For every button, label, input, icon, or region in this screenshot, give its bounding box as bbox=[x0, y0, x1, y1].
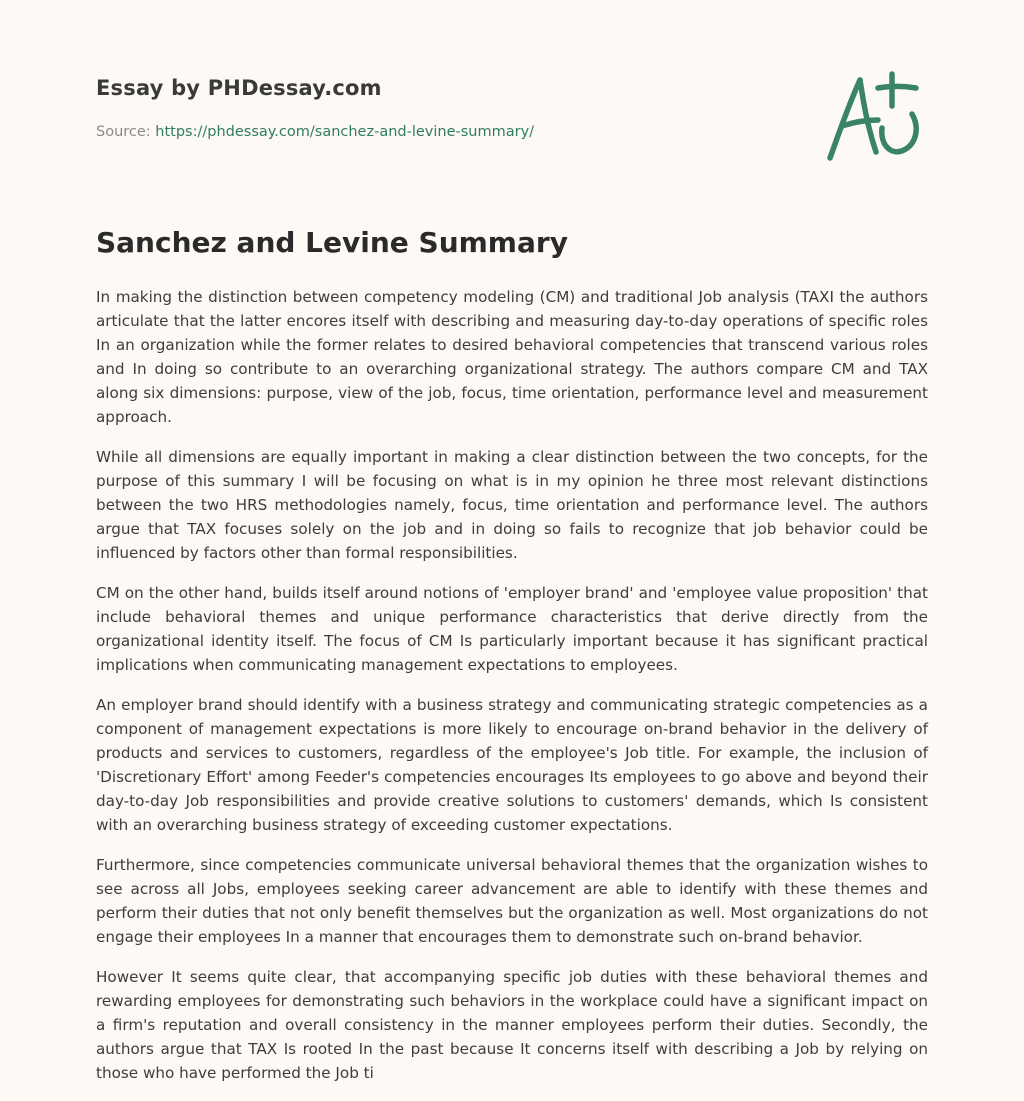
source-label: Source: bbox=[96, 124, 156, 140]
source-line bbox=[96, 124, 534, 140]
a-plus-grade-icon bbox=[820, 66, 930, 166]
site-brand: Essay by PHDessay.com bbox=[96, 76, 382, 100]
source-link[interactable]: https://phdessay.com/sanchez-and-levine-summary/ bbox=[155, 124, 535, 140]
paragraph: Furthermore, since competencies communicate universal behavioral themes that the organization wishes to see across all Jobs, employees seeking career advancement are able to identify with these themes and perform their duties that not only benefit themselves but the organization as well. Most organizations do not engage their employees In a manner that encourages them to demonstrate such on-brand behavior. bbox=[96, 856, 928, 946]
paragraph: While all dimensions are equally important in making a clear distinction between the two concepts, for the purpose of this summary I will be focusing on what is in my opinion he three most relevant distinctions between the two HRS methodologies namely, focus, time orientation and performance level. The authors argue that TAX focuses solely on the job and in doing so fails to recognize that job behavior could be influenced by factors other than formal responsibilities. bbox=[96, 448, 928, 562]
page-title: Sanchez and Levine Summary bbox=[96, 226, 568, 259]
paragraph: An employer brand should identify with a business strategy and communicating strategic competencies as a component of management expectations is more likely to encourage on-brand behavior in the delivery of products and services to customers, regardless of the employee's Job title. For example, the inclusion of 'Discretionary Effort' among Feeder's competencies encourages Its employees to go above and beyond their day-to-day Job responsibilities and provide creative solutions to customers' demands, which Is consistent with an overarching business strategy of exceeding customer expectations. bbox=[96, 696, 928, 834]
article-body bbox=[96, 285, 928, 1101]
paragraph: In making the distinction between competency modeling (CM) and traditional Job analysis (TAXI the authors articulate that the latter encores itself with describing and measuring day-to-day operations of specific roles In an organization while the former relates to desired behavioral competencies that transcend various roles and In doing so contribute to an overarching organizational strategy. The authors compare CM and TAX along six dimensions: purpose, view of the job, focus, time orientation, performance level and measurement approach. bbox=[96, 288, 928, 426]
paragraph: CM on the other hand, builds itself around notions of 'employer brand' and 'employee value proposition' that include behavioral themes and unique performance characteristics that derive directly from the organizational identity itself. The focus of CM Is particularly important because it has significant practical implications when communicating management expectations to employees. bbox=[96, 584, 928, 674]
paragraph: However It seems quite clear, that accompanying specific job duties with these behavioral themes and rewarding employees for demonstrating such behaviors in the workplace could have a significant impact on a firm's reputation and overall consistency in the manner employees perform their duties. Secondly, the authors argue that TAX Is rooted In the past because It concerns itself with describing a Job by relying on those who have performed the Job ti bbox=[96, 968, 928, 1082]
